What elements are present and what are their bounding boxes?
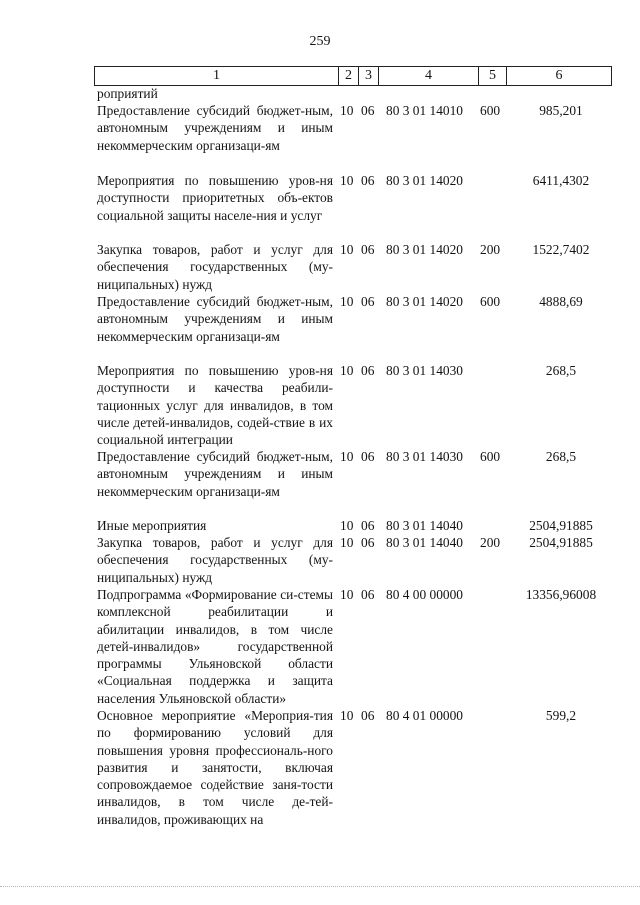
row-section: 10 — [340, 242, 354, 257]
row-amount: 985,201 — [539, 103, 583, 118]
row-name: Закупка товаров, работ и услуг для обеспечения государственных (му-ниципальных) нужд — [97, 242, 333, 292]
row-section: 10 — [340, 518, 354, 533]
row-name: роприятий — [97, 86, 158, 101]
row-subsection: 06 — [361, 103, 375, 118]
row-expense-type: 600 — [480, 449, 501, 464]
row-amount: 268,5 — [545, 363, 577, 378]
row-target-code: 80 3 01 14020 — [386, 173, 463, 188]
row-name: Иные мероприятия — [97, 518, 207, 533]
row-name: Предоставление субсидий бюджет-ным, автономным учреждениям и иным некоммерческим организаци-ям — [97, 449, 333, 499]
row-subsection: 06 — [361, 173, 375, 188]
row-target-code: 80 3 01 14040 — [386, 518, 463, 533]
row-subsection: 06 — [361, 294, 375, 309]
header-col-3: 3 — [359, 67, 379, 85]
header-col-2: 2 — [339, 67, 359, 85]
row-amount: 2504,91885 — [529, 535, 593, 550]
row-expense-type: 200 — [480, 242, 501, 257]
row-subsection: 06 — [361, 535, 375, 550]
row-target-code: 80 3 01 14020 — [386, 294, 463, 309]
row-expense-type: 200 — [480, 535, 501, 550]
row-name: Предоставление субсидий бюджет-ным, автономным учреждениям и иным некоммерческим организаци-ям — [97, 103, 333, 153]
row-target-code: 80 4 00 00000 — [386, 587, 463, 602]
row-section: 10 — [340, 363, 354, 378]
row-section: 10 — [340, 294, 354, 309]
row-expense-type: 600 — [480, 294, 501, 309]
table-header — [94, 66, 612, 86]
row-target-code: 80 4 01 00000 — [386, 708, 463, 723]
row-subsection: 06 — [361, 518, 375, 533]
row-target-code: 80 3 01 14030 — [386, 449, 463, 464]
page-number: 259 — [309, 34, 331, 49]
row-expense-type: 600 — [480, 103, 501, 118]
row-section: 10 — [340, 535, 354, 550]
row-name: Подпрограмма «Формирование си-стемы комплексной реабилитации и абилитации инвалидов, в том числе детей-инвалидов» государственной программы Ульяновской области «Социальная поддержка и защита населения Ульяновской области» — [97, 587, 333, 706]
row-amount: 2504,91885 — [529, 518, 593, 533]
row-amount: 6411,4302 — [532, 173, 590, 188]
row-section: 10 — [340, 173, 354, 188]
row-subsection: 06 — [361, 449, 375, 464]
row-amount: 13356,96008 — [525, 587, 597, 602]
scan-edge-dots — [0, 886, 640, 888]
row-amount: 4888,69 — [539, 294, 583, 309]
row-name: Мероприятия по повышению уров-ня доступности приоритетных объ-ектов социальной защиты населе-ния и услуг — [97, 173, 333, 223]
row-subsection: 06 — [361, 587, 375, 602]
row-subsection: 06 — [361, 363, 375, 378]
row-target-code: 80 3 01 14010 — [386, 103, 463, 118]
row-subsection: 06 — [361, 708, 375, 723]
row-subsection: 06 — [361, 242, 375, 257]
header-col-5: 5 — [479, 67, 507, 85]
row-name: Мероприятия по повышению уров-ня доступности и качества реабили-тационных услуг для инвалидов, в том числе детей-инвалидов, содей-ствие в их социальной интеграции — [97, 363, 333, 448]
row-amount: 1522,7402 — [532, 242, 590, 257]
row-section: 10 — [340, 449, 354, 464]
header-col-4: 4 — [379, 67, 479, 85]
row-section: 10 — [340, 708, 354, 723]
row-name: Предоставление субсидий бюджет-ным, автономным учреждениям и иным некоммерческим организаци-ям — [97, 294, 333, 344]
header-col-1: 1 — [94, 67, 339, 85]
row-amount: 268,5 — [545, 449, 577, 464]
row-name: Закупка товаров, работ и услуг для обеспечения государственных (му-ниципальных) нужд — [97, 535, 333, 585]
row-target-code: 80 3 01 14030 — [386, 363, 463, 378]
row-amount: 599,2 — [545, 708, 577, 723]
row-name: Основное мероприятие «Мероприя-тия по формированию условий для повышения уровня профессиональ-ного развития и занятости, включая сопровождаемое содействие заня-тости инвалидов, в том числе де-тей-инвалидов, проживающих на — [97, 708, 333, 827]
row-section: 10 — [340, 587, 354, 602]
row-section: 10 — [340, 103, 354, 118]
row-target-code: 80 3 01 14020 — [386, 242, 463, 257]
header-col-6: 6 — [507, 67, 612, 85]
row-target-code: 80 3 01 14040 — [386, 535, 463, 550]
